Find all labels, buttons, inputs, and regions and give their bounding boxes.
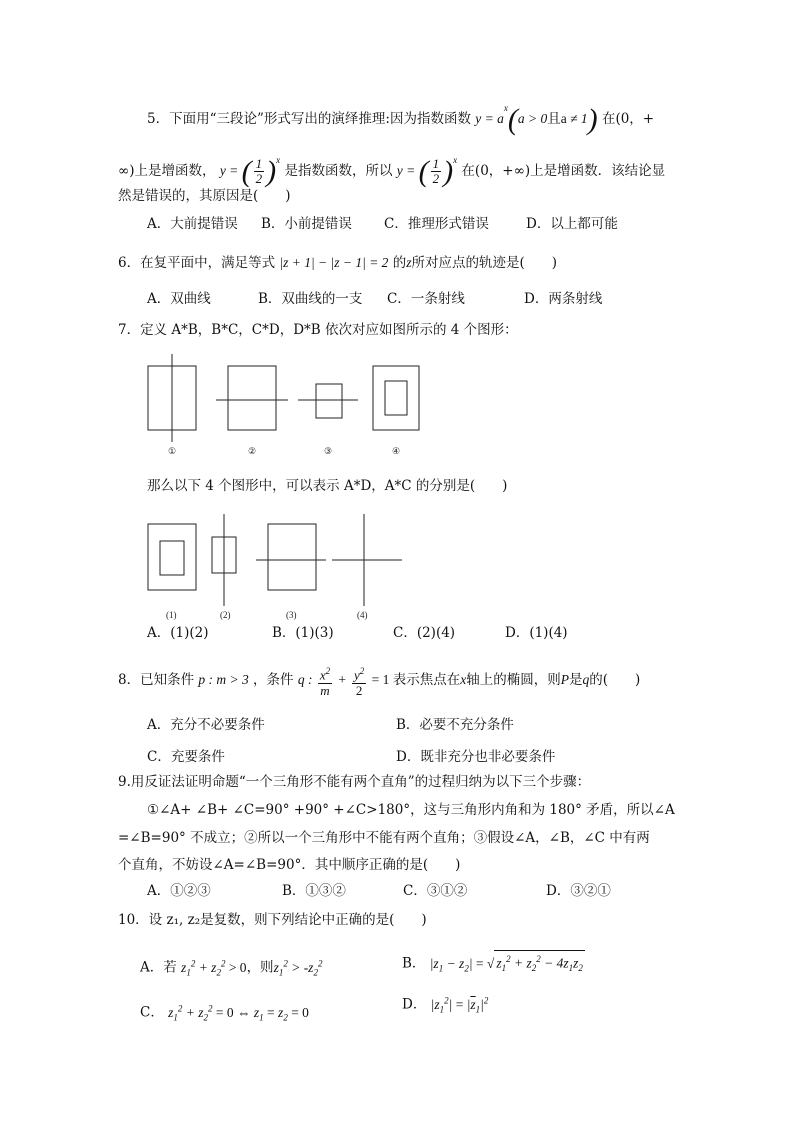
- q8-text-e: 是: [569, 672, 583, 688]
- q7-fig-3-label: ③: [324, 446, 333, 456]
- q8-text-a: 8．已知条件: [118, 672, 195, 688]
- q7-stem: 7．定义 A*B，B*C，C*D，D*B 依次对应如图所示的 4 个图形：: [118, 322, 518, 338]
- q5-option-c[interactable]: C．推理形式错误: [384, 216, 489, 232]
- q10-option-c-label: C．: [140, 1004, 164, 1021]
- q7-option-c[interactable]: C．(2)(4): [393, 625, 456, 641]
- q6-option-a[interactable]: A．双曲线: [147, 291, 211, 307]
- q6-stem: [118, 253, 557, 273]
- q10-option-a-formula-2: $z_1^2 > -z_2^2$: [273, 958, 323, 978]
- q10-option-c[interactable]: [140, 998, 309, 1027]
- q8-var-p: P: [560, 672, 570, 687]
- q5-line-1: [147, 98, 655, 136]
- q5-line-3: 然是错误的，其原因是( ): [118, 188, 291, 204]
- q7-option-fig-1: [148, 524, 196, 590]
- q7-option-fig-4: [332, 514, 402, 606]
- q6-option-d[interactable]: D．两条射线: [524, 291, 603, 307]
- q6-option-c[interactable]: C．一条射线: [387, 291, 465, 307]
- q7-option-fig-3-label: (3): [286, 610, 297, 620]
- q7-fig-2-label: ②: [248, 446, 257, 456]
- q8-text-f: 的( ): [589, 672, 641, 688]
- q8-text-b: ，条件: [253, 672, 294, 688]
- q5-text-c: ∞)上是增函数，: [118, 163, 216, 179]
- q10-option-a-then: ，则: [246, 959, 274, 976]
- q9-step-line-2: =∠B=90° 不成立；②所以一个三角形中不能有两个直角；③假设∠A，∠B，∠C 中有两: [118, 830, 650, 846]
- q6-formula: |z + 1| − |z − 1| = 2: [279, 255, 389, 270]
- q6-text-a: 6．在复平面中，满足等式: [118, 255, 276, 271]
- q5-text-b: 在(0，+: [601, 111, 655, 127]
- q6-var-z: z: [406, 255, 412, 270]
- q6-text-c: 所对应点的轨迹是( ): [411, 255, 558, 271]
- q10-option-a[interactable]: [140, 953, 322, 982]
- q7-option-b[interactable]: B．(1)(3): [272, 625, 334, 641]
- q7-fig-4-label: ④: [392, 446, 401, 456]
- q10-option-a-label: A．若: [140, 959, 177, 976]
- q7-figure-row-2: [140, 510, 410, 625]
- q8-option-a[interactable]: A．充分不必要条件: [147, 717, 265, 733]
- q8-option-b[interactable]: B．必要不充分条件: [396, 717, 514, 733]
- q7-option-a[interactable]: A．(1)(2): [147, 625, 209, 641]
- q5-option-b[interactable]: B．小前提错误: [261, 216, 352, 232]
- q7-figure-row-1: [140, 350, 430, 460]
- q10-option-a-formula-1: $z_1^2 + z_2^2 > 0$: [181, 958, 247, 978]
- q10-option-b[interactable]: [402, 950, 585, 978]
- q7-option-fig-3: [256, 524, 326, 590]
- q9-option-b[interactable]: B．①③②: [282, 883, 346, 899]
- q8-var-q: q: [582, 672, 590, 687]
- q10-option-c-formula: $z_1^2 + z_2^2 = 0$ ⇔ $z_1 = z_2 = 0$: [168, 1003, 309, 1023]
- q5-formula-half-2: y = ( $\frac{1}{2}$ )$^x$: [396, 154, 458, 188]
- q7-fig-1: [148, 354, 196, 442]
- q10-option-d[interactable]: [402, 990, 488, 1019]
- q5-formula-exp: $y = a^x(a > 0$且a ≠ 1): [475, 102, 598, 136]
- q10-stem: 10．设 z₁, z₂是复数，则下列结论中正确的是( ): [118, 912, 427, 928]
- q10-option-b-formula: $|z_1 - z_2|$ = √ $z_1^2 + z_2^2 - 4z_1z_2$: [430, 956, 585, 971]
- q5-option-d[interactable]: D．以上都可能: [526, 216, 618, 232]
- q8-condition-p: p : m > 3: [198, 672, 249, 687]
- q7-option-fig-2-label: (2): [220, 610, 231, 620]
- q5-option-a[interactable]: A．大前提错误: [147, 216, 238, 232]
- q5-text-e: 在(0，+∞)上是增函数．该结论显: [461, 163, 666, 179]
- q10-option-d-label: D．: [402, 996, 427, 1013]
- q8-var-x: x: [460, 672, 467, 687]
- q8-text-c: 表示焦点在: [392, 672, 461, 688]
- q8-option-d[interactable]: D．既非充分也非必要条件: [396, 749, 556, 765]
- q9-step-line-1: ①∠A+ ∠B+ ∠C=90° +90° +∠C>180°，这与三角形内角和为 180° 矛盾，所以∠A: [147, 802, 675, 818]
- q5-text-a: 5．下面用“三段论”形式写出的演绎推理:因为指数函数: [147, 111, 471, 127]
- q10-option-b-label: B．: [402, 955, 426, 972]
- q9-option-d[interactable]: D．③②①: [546, 883, 611, 899]
- q9-stem: 9.用反证法证明命题“一个三角形不能有两个直角”的过程归纳为以下三个步骤：: [118, 774, 591, 790]
- q7-fig-4: [373, 366, 419, 430]
- q8-stem: [118, 660, 640, 700]
- q9-step-line-3: 个直角，不妨设∠A=∠B=90°．其中顺序正确的是( ): [118, 857, 461, 873]
- q5-text-d: 是指数函数，所以: [284, 163, 393, 179]
- q7-option-fig-1-label: (1): [166, 610, 177, 620]
- q8-condition-q: q : $\frac{x^2}{m}$ + $\frac{y^2}{2}$ = 1: [297, 666, 390, 698]
- q7-question: 那么以下 4 个图形中，可以表示 A*D，A*C 的分别是( ): [147, 478, 508, 494]
- q7-fig-3: [298, 384, 358, 418]
- q9-option-c[interactable]: C．③①②: [403, 883, 468, 899]
- q9-option-a[interactable]: A．①②③: [147, 883, 211, 899]
- q7-option-fig-4-label: (4): [357, 610, 368, 620]
- q7-option-fig-2: [212, 514, 236, 606]
- q8-option-c[interactable]: C．充要条件: [147, 749, 225, 765]
- q5-line-2: [118, 140, 665, 192]
- q5-formula-half-1: y = ( $\frac{1}{2}$ )$^x$: [219, 154, 281, 188]
- q6-text-b: 的: [392, 255, 407, 271]
- q7-fig-1-label: ①: [168, 446, 177, 456]
- q7-option-d[interactable]: D．(1)(4): [505, 625, 568, 641]
- q6-option-b[interactable]: B．双曲线的一支: [258, 291, 363, 307]
- q10-option-d-formula: $|z_1^2| = |\overline{z}_1|^2$: [430, 995, 489, 1015]
- q7-fig-2: [216, 366, 288, 430]
- q8-text-d: 轴上的椭圆，则: [466, 672, 561, 688]
